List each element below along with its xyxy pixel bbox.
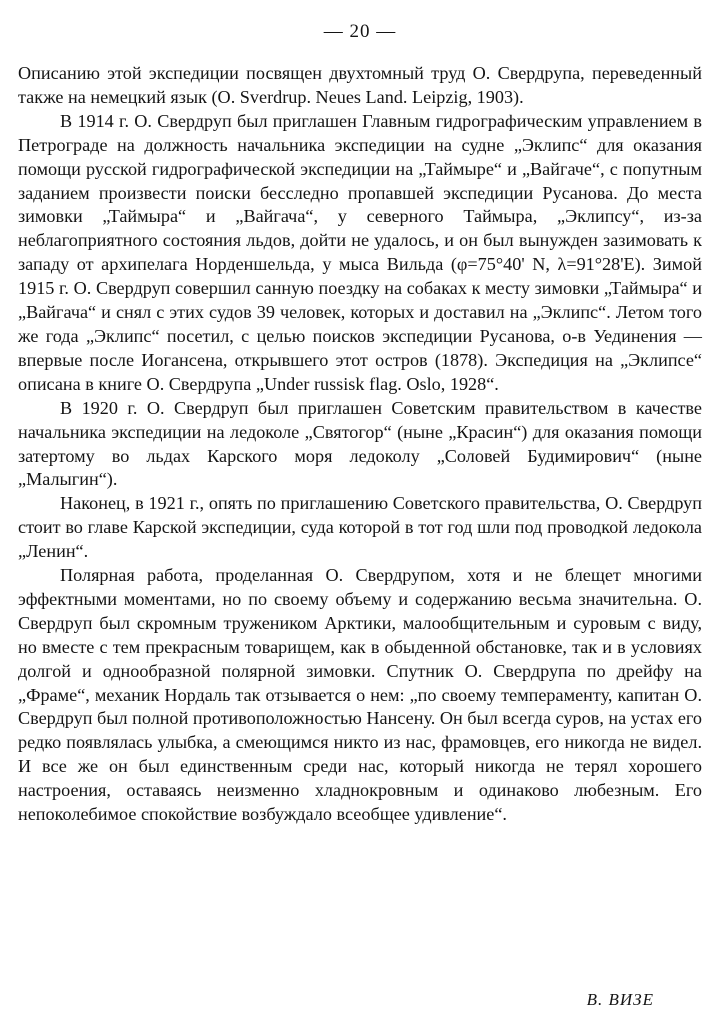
paragraph-1: Описанию этой экспедиции посвящен двухтомный труд О. Свердрупа, переведенный также на немецкий язык (O. Sverdrup. Neues Land. Leipzig, 1903). [18, 63, 702, 107]
paragraph-4: Наконец, в 1921 г., опять по приглашению Советского правительства, О. Свердруп стоит во главе Карской экспедиции, суда которой в тот год шли под проводкой ледокола „Ленин“. [18, 493, 702, 562]
page-number: — 20 — [323, 21, 397, 42]
paragraph-2: В 1914 г. О. Свердруп был приглашен Главным гидрографическим управлением в Петрограде на должность начальника экспедиции на судне „Эклипс“ для оказания помощи русской гидрографической экспедиции на „Таймыре“ и „Вайгаче“, с попутным заданием произвести поиски бесследно пропавшей экспедиции Русанова. До места зимовки „Таймыра“ и „Вайгача“, у северного Таймыра, „Эклипсу“, из-за неблагоприятного состояния льдов, дойти не удалось, и он был вынужден зазимовать к западу от архипелага Норденшельда, у мыса Вильда (φ=75°40' N, λ=91°28'E). Зимой 1915 г. О. Свердруп совершил санную поездку на собаках к месту зимовки „Таймыра“ и „Вайгача“ и снял с этих судов 39 человек, которых и доставил на „Эклипс“. Летом того же года „Эклипс“ посетил, с целью поисков экспедиции Русанова, о-в Уединения — впервые после Иогансена, открывшего этот остров (1878). Экспедиция на „Эклипсе“ описана в книге О. Свердрупа „Under russisk flag. Oslo, 1928“. [18, 110, 702, 394]
paragraph-3: В 1920 г. О. Свердруп был приглашен Советским правительством в качестве начальника экспедиции на ледоколе „Святогор“ (ныне „Красин“) для оказания помощи затертому во льдах Карского моря ледоколу „Соловей Будимирович“ (ныне „Малыгин“). [18, 397, 702, 490]
paragraph-5: Полярная работа, проделанная О. Свердрупом, хотя и не блещет многими эффектными моментами, но по своему объему и содержанию весьма значительна. О. Свердруп был скромным тружеником Арктики, малообщительным и суровым с виду, но вместе с тем прекрасным товарищем, как в обыденной обстановке, так и в условиях долгой и однообразной полярной зимовки. Спутник О. Свердрупа по дрейфу на „Фраме“, механик Нордаль так отзывается о нем: „по своему темпераменту, капитан О. Свердруп был полной противоположностью Нансену. Он был всегда суров, на устах его редко появлялась улыбка, а смеющимся никто из нас, фрамовцев, его никогда не видел. И все же он был единственным среди нас, который никогда не терял хорошего настроения, оставаясь неизменно хладнокровным и одинаково любезным. Его непоколебимое спокойствие возбуждало всеобщее удивление“. [18, 565, 702, 825]
author-signature: В. ВИЗЕ [586, 990, 654, 1009]
